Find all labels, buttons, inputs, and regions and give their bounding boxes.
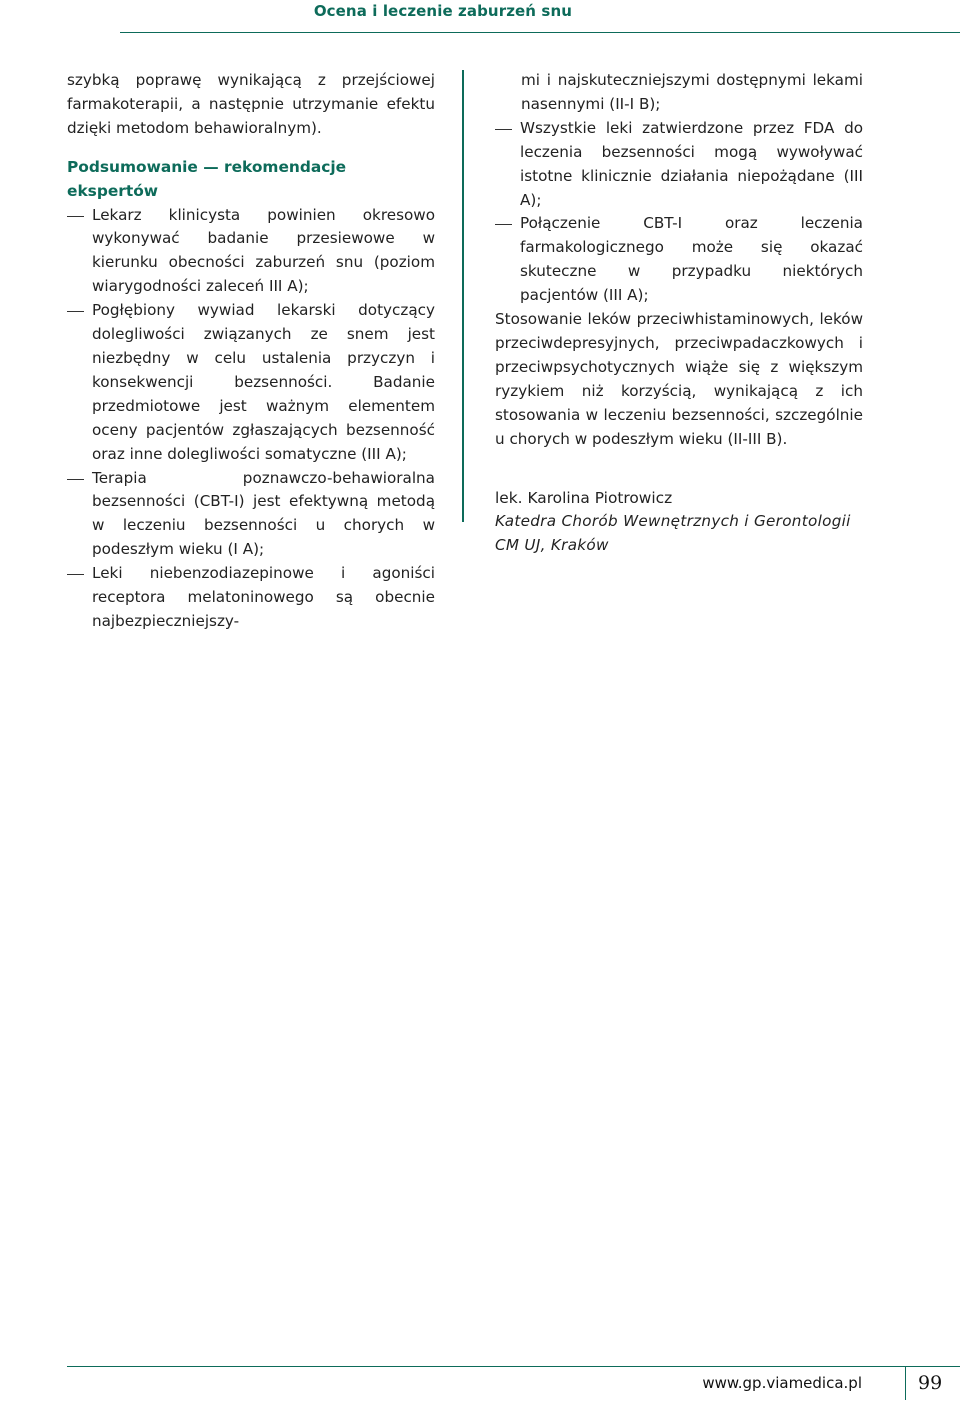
list-item	[495, 212, 863, 308]
section-heading: Podsumowanie — rekomendacje ekspertów	[67, 157, 347, 200]
dash-bullet-icon	[67, 467, 92, 563]
footer-website: www.gp.viamedica.pl	[702, 1374, 862, 1392]
author-affiliation: CM UJ, Kraków	[495, 536, 609, 555]
list-item-text: Terapia poznawczo-behawioralna bezsenności (CBT-I) jest efektywną metodą w leczeniu bezsenności u chorych w podeszłym wieku (I A);	[92, 468, 435, 559]
continuation-text: mi i najskuteczniejszymi dostępnymi lekami nasennymi (II-I B);	[521, 71, 863, 113]
intro-paragraph: szybką poprawę wynikającą z przejściowej farmakoterapii, a następnie utrzymanie efektu dzięki metodom behawioralnym).	[67, 71, 435, 137]
list-item-text: Połączenie CBT-I oraz leczenia farmakologicznego może się okazać skuteczne w przypadku niektórych pacjentów (III A);	[520, 214, 863, 305]
dash-bullet-icon	[495, 212, 520, 308]
dash-bullet-icon	[495, 117, 520, 213]
footer-vertical-rule	[905, 1366, 906, 1400]
author-block	[495, 487, 863, 559]
header-rule	[120, 32, 960, 33]
list-item	[67, 204, 435, 300]
author-name: lek. Karolina Piotrowicz	[495, 488, 673, 507]
list-item-text: Lekarz klinicysta powinien okresowo wykonywać badanie przesiewowe w kierunku obecności zaburzeń snu (poziom wiarygodności zaleceń III A);	[92, 205, 435, 296]
running-header	[60, 0, 960, 34]
right-column	[495, 69, 863, 558]
column-divider	[462, 70, 464, 522]
list-item	[67, 467, 435, 563]
list-item-text: Wszystkie leki zatwierdzone przez FDA do leczenia bezsenności mogą wywoływać istotne klinicznie działania niepożądane (III A);	[520, 118, 863, 209]
dash-bullet-icon	[67, 562, 92, 634]
dash-bullet-icon	[67, 204, 92, 300]
page-number: 99	[918, 1372, 943, 1394]
dash-bullet-icon	[67, 299, 92, 466]
list-item-text: Pogłębiony wywiad lekarski dotyczący dolegliwości związanych ze snem jest niezbędny w celu ustalenia przyczyn i konsekwencji bezsenności. Badanie przedmiotowe jest ważnym elementem oceny pacjentów zgłaszających bezsenność oraz inne dolegliwości somatyczne (III A);	[92, 301, 435, 463]
list-item	[495, 117, 863, 213]
author-affiliation: Katedra Chorób Wewnętrznych i Gerontologii	[495, 512, 851, 531]
footer-rule	[67, 1366, 960, 1367]
list-item	[67, 562, 435, 634]
list-item	[67, 299, 435, 466]
list-item-text: Leki niebenzodiazepinowe i agoniści receptora melatoninowego są obecnie najbezpieczniejszy-	[92, 564, 435, 630]
running-title: Ocena i leczenie zaburzeń snu	[313, 2, 572, 20]
left-column	[67, 69, 435, 634]
closing-paragraph: Stosowanie leków przeciwhistaminowych, leków przeciwdepresyjnych, przeciwpadaczkowych i przeciwpsychotycznych wiąże się z większym ryzykiem niż korzyścią, wynikającą z ich stosowania w leczeniu bezsenności, szczególnie u chorych w podeszłym wieku (II-III B).	[495, 310, 863, 448]
